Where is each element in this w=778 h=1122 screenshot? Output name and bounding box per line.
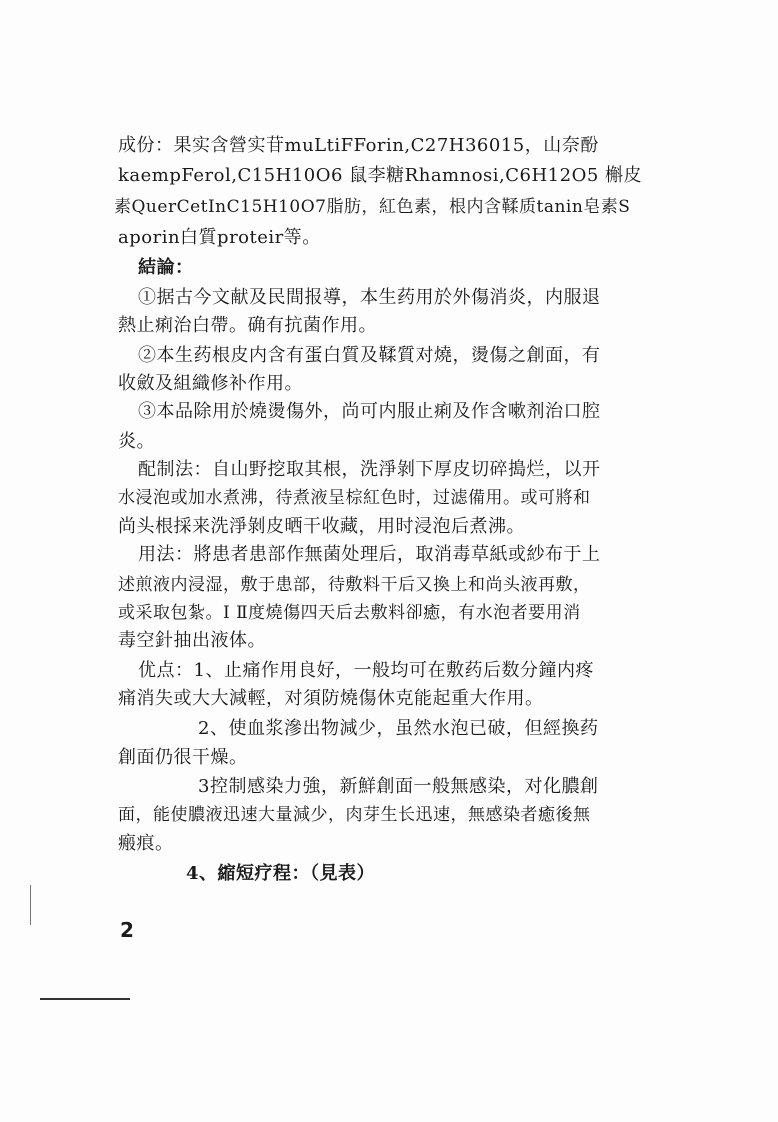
advantage-line: 瘢痕。	[118, 833, 174, 854]
usage-line: 或采取包紮。Ⅰ Ⅱ度燒傷四天后去敷料卻癒，有水泡者要用消	[118, 603, 581, 623]
conclusion-line: ①据古今文献及民間报導，本生药用於外傷消炎，内服退	[138, 287, 601, 308]
preparation-line: 尚头根採来洗淨剝皮晒干收藏，用时浸泡后煮沸。	[118, 516, 525, 537]
usage-line: 用法：將患者患部作無菌处理后，取消毒草紙或紗布于上	[138, 544, 601, 565]
conclusion-line: 收斂及組織修补作用。	[118, 373, 303, 394]
advantage-line: 面，能使膿液迅速大量減少，肉芽生长迅速，無感染者癒後無	[118, 805, 591, 825]
advantage-line: 优点：1、止痛作用良好，一般均可在敷药后数分鐘内疼	[138, 660, 594, 681]
advantage-line: 3控制感染力強，新鮮創面一般無感染，对化膿創	[198, 776, 599, 797]
advantage-line: 2、使血浆滲出物減少，虽然水泡已破，但經換药	[198, 718, 599, 739]
advantage-line: 4、縮短疗程：（見表）	[186, 863, 376, 884]
conclusion-line: 熱止痢治白帶。确有抗菌作用。	[118, 315, 377, 336]
conclusion-line: ③本品除用於燒燙傷外，尚可内服止痢及作含嗽剂治口腔	[138, 401, 601, 422]
composition-line: aporin白質proteir等。	[118, 227, 321, 248]
advantage-line: 痛消失或大大減輕，对須防燒傷休克能起重大作用。	[118, 688, 544, 709]
conclusion-line: ②本生药根皮内含有蛋白質及鞣質对燒，燙傷之創面，有	[138, 345, 601, 366]
scan-edge-mark	[30, 885, 31, 925]
advantage-line: 創面仍很干燥。	[118, 747, 248, 768]
preparation-line: 水浸泡或加水煮沸，待煮液呈棕紅色时，过滤備用。或可將和	[118, 488, 591, 508]
composition-line: 素QuerCetInC15H10O7脂肪，紅色素，根内含鞣质tanin皂素S	[114, 197, 631, 217]
usage-line: 述煎液内浸湿，敷于患部，待敷料干后又換上和尚头液再敷，	[118, 575, 591, 595]
composition-line: 成份：果实含營实苷muLtiFForin,C27H36015，山奈酚	[118, 135, 599, 156]
composition-line: kaempFerol,C15H10O6 鼠李糖Rhamnosi,C6H12O5 槲皮	[118, 165, 643, 186]
page-number: 2	[120, 918, 134, 942]
usage-line: 毒空針抽出液体。	[118, 630, 266, 651]
conclusion-line: 炎。	[118, 431, 155, 452]
preparation-line: 配制法：自山野挖取其根，洗淨剝下厚皮切碎搗烂，以开	[138, 459, 601, 480]
scan-edge-mark	[40, 998, 130, 1000]
conclusion-heading: 結論：	[138, 257, 194, 278]
